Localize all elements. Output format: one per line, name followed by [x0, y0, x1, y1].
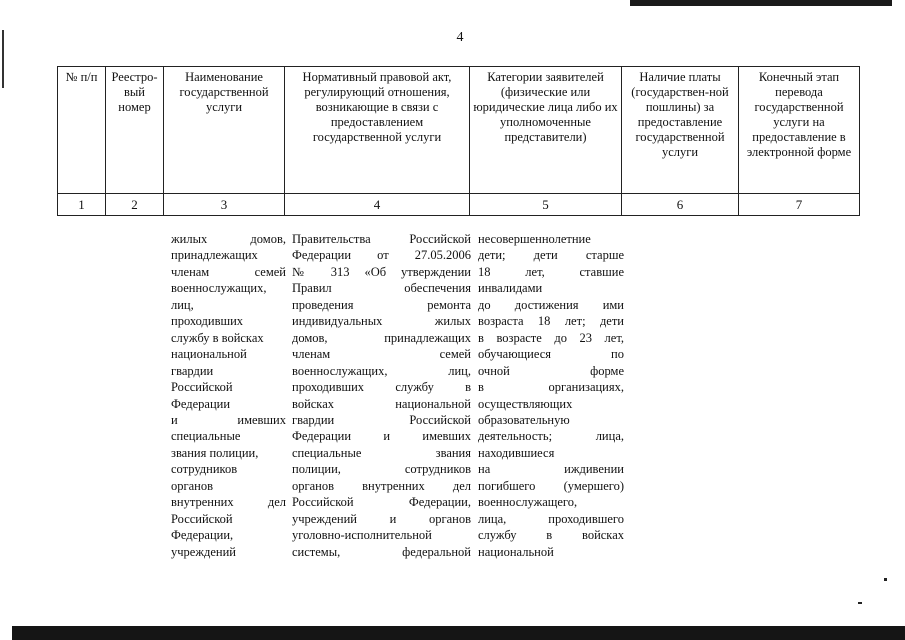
- scan-border-bottom: [12, 626, 905, 640]
- legal-act-text: [292, 231, 471, 560]
- text-line: Правил обеспечения: [292, 281, 471, 296]
- text-line: № 313 «Об утверждении: [292, 264, 471, 279]
- text-line: и имевших: [171, 412, 286, 427]
- text-line: индивидуальных жилых: [292, 314, 471, 329]
- header-applicant-categories: Категории заявителей (физические или юридические лица либо их уполномоченные представители): [470, 67, 622, 194]
- header-number: № п/п: [58, 67, 106, 194]
- text-line: Федерации и имевших: [292, 429, 471, 444]
- text-line: Российской: [171, 511, 233, 526]
- column-number: 4: [285, 194, 470, 216]
- service-name-text: [171, 231, 286, 560]
- scan-speck: [858, 602, 862, 604]
- text-line: Федерации: [171, 396, 231, 411]
- text-line: национальной: [171, 347, 247, 362]
- text-line: системы, федеральной: [292, 544, 471, 559]
- text-line: специальные: [171, 429, 241, 444]
- text-line: органов внутренних дел: [292, 478, 471, 493]
- text-line: членам семей: [292, 347, 471, 362]
- text-line: лиц,: [171, 297, 194, 312]
- page-number: 4: [456, 30, 464, 45]
- text-line: проходивших службу в: [292, 380, 471, 395]
- column-number: 2: [106, 194, 164, 216]
- text-line: принадлежащих: [171, 248, 258, 263]
- text-line: Российской: [171, 380, 233, 395]
- text-line: органов: [171, 478, 214, 493]
- text-line: сотрудников: [171, 462, 238, 477]
- text-line: находившиеся: [478, 445, 555, 460]
- table-header-row: [58, 67, 860, 194]
- text-line: образовательную: [478, 412, 570, 427]
- text-line: обучающиеся по: [478, 347, 624, 362]
- header-service-name: Наименование государственной услуги: [164, 67, 285, 194]
- text-line: 18 лет, ставшие: [478, 264, 624, 279]
- text-line: на иждивении: [478, 462, 624, 477]
- text-line: военнослужащих,: [171, 281, 267, 296]
- text-line: в возрасте до 23 лет,: [478, 330, 624, 345]
- column-number: 3: [164, 194, 285, 216]
- text-line: специальные звания: [292, 445, 471, 460]
- text-line: национальной: [478, 544, 554, 559]
- text-line: военнослужащих, лиц,: [292, 363, 471, 378]
- text-line: домов, принадлежащих: [292, 330, 471, 345]
- text-line: проходивших: [171, 314, 244, 329]
- applicant-categories-text: [478, 231, 624, 560]
- column-number: 5: [470, 194, 622, 216]
- column-number: 1: [58, 194, 106, 216]
- scan-speck: [884, 578, 887, 581]
- text-line: дети; дети старше: [478, 248, 624, 263]
- header-registry-number: Реестро-вый номер: [106, 67, 164, 194]
- text-line: проведения ремонта: [292, 297, 471, 312]
- text-line: войсках национальной: [292, 396, 471, 411]
- text-line: погибшего (умершего): [478, 478, 624, 493]
- text-line: службу в войсках: [171, 330, 264, 345]
- header-fee: Наличие платы (государствен-ной пошлины) за предоставление государственной услуги: [622, 67, 739, 194]
- text-line: несовершеннолетние: [478, 232, 591, 246]
- header-final-stage: Конечный этап перевода государственной услуги на предоставление в электронной форме: [739, 67, 860, 194]
- text-line: службу в войсках: [478, 528, 624, 543]
- text-line: возраста 18 лет; дети: [478, 314, 624, 329]
- text-line: учреждений и органов: [292, 511, 471, 526]
- text-line: Правительства Российской: [292, 232, 471, 246]
- text-line: полиции, сотрудников: [292, 462, 471, 477]
- text-line: лица, проходившего: [478, 511, 624, 526]
- text-line: до достижения ими: [478, 297, 624, 312]
- services-table: [57, 66, 860, 216]
- column-number: 6: [622, 194, 739, 216]
- text-line: Российской Федерации,: [292, 495, 471, 510]
- scan-border-top: [630, 0, 892, 6]
- text-line: инвалидами: [478, 281, 543, 296]
- text-line: уголовно-исполнительной: [292, 528, 432, 543]
- text-line: Федерации от 27.05.2006: [292, 248, 471, 263]
- scan-border-left: [2, 30, 4, 88]
- text-line: учреждений: [171, 544, 236, 559]
- text-line: деятельность; лица,: [478, 429, 624, 444]
- text-line: внутренних дел: [171, 495, 286, 510]
- text-line: военнослужащего,: [478, 495, 578, 510]
- text-line: гвардии: [171, 363, 214, 378]
- text-line: осуществляющих: [478, 396, 573, 411]
- header-legal-act: Нормативный правовой акт, регулирующий отношения, возникающие в связи с предоставлением государственной услуги: [285, 67, 470, 194]
- text-line: очной форме: [478, 363, 624, 378]
- text-line: звания полиции,: [171, 445, 259, 460]
- text-line: членам семей: [171, 264, 286, 279]
- column-number: 7: [739, 194, 860, 216]
- text-line: в организациях,: [478, 380, 624, 395]
- column-number-row: [58, 194, 860, 216]
- text-line: гвардии Российской: [292, 412, 471, 427]
- text-line: Федерации,: [171, 528, 234, 543]
- text-line: жилых домов,: [171, 232, 286, 246]
